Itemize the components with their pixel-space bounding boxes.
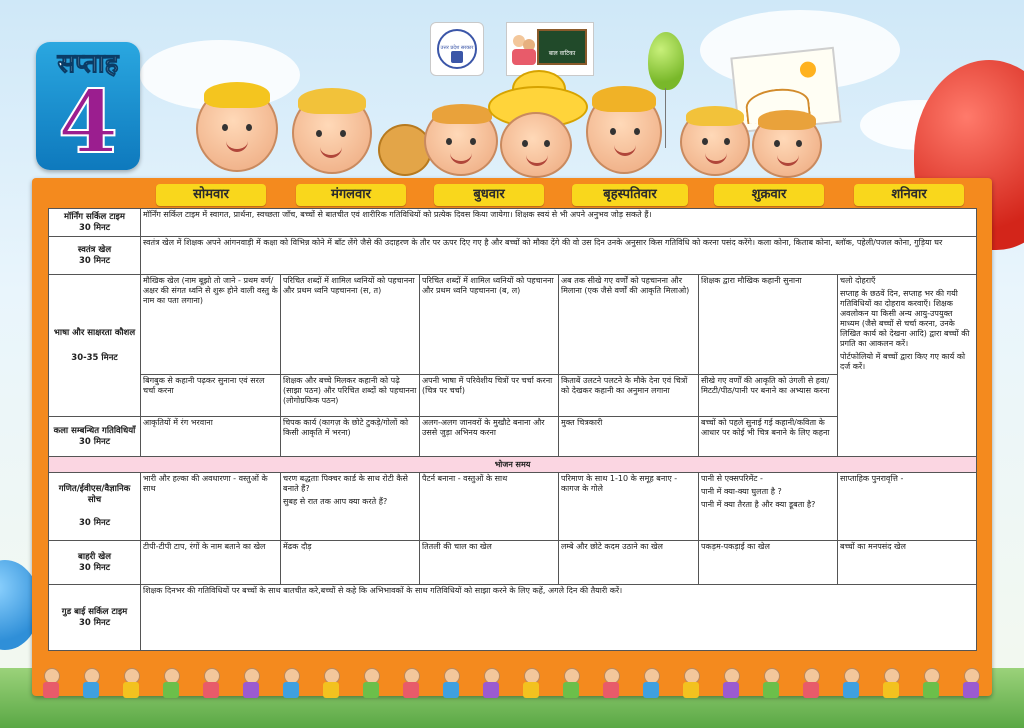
row-title: गुड बाई सर्किल टाइम [61, 606, 128, 617]
cell-line: पैटर्न बनाना - वस्तुओं के साथ [422, 474, 508, 483]
math-saturday-cell [838, 473, 977, 541]
cell-line: सुबह से रात तक आप क्या करते हैं? [283, 497, 388, 506]
green-balloon-icon [648, 32, 684, 90]
day-header-thursday: बृहस्पतिवार [572, 184, 688, 206]
row-label-art [49, 417, 141, 457]
language-saturday-cell [838, 275, 977, 457]
language-tuesday-cell: परिचित शब्दों में शामिल ध्वनियों को पहचानना और प्रथम ध्वनि पहचानना (स, त) [281, 275, 420, 375]
table-row-outdoor [49, 541, 977, 585]
art-friday-cell: बच्चों को पहले सुनाई गई कहानी/कविता के आधार पर कोई भी चित्र बनाने के लिए कहना [699, 417, 838, 457]
logo-text: बाल वाटिका [548, 50, 576, 57]
table-row-art [49, 417, 977, 457]
math-wednesday-cell [420, 473, 559, 541]
row-label-free-play [49, 237, 141, 275]
language-thursday-cell: अब तक सीखे गए वर्णों को पहचानना और मिलाना (एक जैसे वर्णों की आकृति मिलाओ) [559, 275, 699, 375]
saturday-paragraph: सप्ताह के छठवें दिन, सप्ताह भर की गयी गतिविधियों का दोहराव करवाएँ। शिक्षक अवलोकन या किसी अन्य आयु-उपयुक्त माध्यम (जैसे बच्चों से चर्चा करना, उनके लिखित कार्य को देखना आदि) द्वारा बच्चों की प्रगति का आकलन करें। [840, 289, 970, 348]
cell-line: साप्ताहिक पुनरावृत्ति - [840, 474, 904, 483]
teddy-bear-icon [378, 124, 432, 176]
table-row-language-bottom [49, 375, 977, 417]
math-monday-cell [141, 473, 281, 541]
math-tuesday-cell [281, 473, 420, 541]
up-government-logo [430, 22, 484, 76]
cell-line: पानी से एक्सपरिमेंट - [701, 474, 763, 483]
outdoor-tuesday-cell: मेंढक दौड़ [281, 541, 420, 585]
row-duration: 30 मिनट [78, 255, 111, 266]
row-duration: 30 मिनट [78, 518, 111, 528]
art-wednesday-cell: अलग-अलग जानवरों के मुखौटे बनाना और उससे जुड़ा अभिनय करना [420, 417, 559, 457]
outdoor-thursday-cell: लम्बे और छोटे कदम उठाने का खेल [559, 541, 699, 585]
day-header-monday: सोमवार [156, 184, 266, 206]
week-number: 4 [58, 72, 118, 173]
table-row-free-play [49, 237, 977, 275]
language-wednesday-cell: अपनी भाषा में परिवेशीय चित्रों पर चर्चा करना (चित्र पर चर्चा) [420, 375, 559, 417]
row-title: गणित/ईवीएस/वैज्ञानिक सोच [58, 484, 131, 505]
table-row-math [49, 473, 977, 541]
weekly-schedule-table [48, 208, 977, 651]
row-title: मॉर्निंग सर्किल टाइम [64, 211, 125, 222]
language-thursday-cell: किताबें उलटने पलटने के मौके देना एवं चित्रों को देखकर कहानी का अनुमान लगाना [559, 375, 699, 417]
table-row-morning [49, 209, 977, 237]
schedule-frame [32, 178, 992, 696]
language-tuesday-cell: शिक्षक और बच्चे मिलकर कहानी को पढ़े (साझा पठन) और परिचित शब्दों को पहचानना (लोगोग्रफिक पठन) [281, 375, 420, 417]
row-label-goodbye [49, 585, 141, 651]
day-header-saturday: शनिवार [854, 184, 964, 206]
row-title: भाषा और साक्षरता कौशल [53, 327, 136, 338]
outdoor-wednesday-cell: तितली की चाल का खेल [420, 541, 559, 585]
language-friday-cell: सीखे गए वर्णों की आकृति को उंगली से हवा/मिटटी/पीठ/पानी पर बनाने का अभ्यास करना [699, 375, 838, 417]
cell-line: चरण बद्धताः पिक्चर कार्ड के साथ रोटी कैसे बनाते हैं? [283, 474, 408, 493]
logo-text: उत्तर प्रदेश सरकार [440, 45, 474, 51]
row-duration: 30 मिनट [78, 436, 111, 447]
row-duration: 30 मिनट [78, 222, 111, 233]
language-monday-cell: बिगबुक से कहानी पढ़कर सुनाना एवं सरल चर्चा करना [141, 375, 281, 417]
row-label-morning [49, 209, 141, 237]
row-title: स्वतंत्र खेल [77, 244, 112, 255]
week-badge [36, 42, 140, 173]
language-friday-cell: शिक्षक द्वारा मौखिक कहानी सुनाना [699, 275, 838, 375]
cell-line: पानी में क्या तैरता है और क्या डूबता है? [701, 500, 816, 509]
row-duration: 30 मिनट [78, 617, 111, 628]
row-label-language [49, 275, 141, 417]
math-thursday-cell [559, 473, 699, 541]
language-monday-cell: मौखिक खेल (नाम बूझो तो जाने - प्रथम वर्ण/अक्षर की संगत ध्वनि से शुरू होने वाली वस्तु के नाम का पता लगाना) [141, 275, 281, 375]
row-title: कला सम्बन्धित गतिविधियाँ [53, 425, 136, 436]
outdoor-monday-cell: टीपी-टीपी टाप, रंगों के नाम बताने का खेल [141, 541, 281, 585]
table-row-lunch [49, 457, 977, 473]
day-header-tuesday: मंगलवार [296, 184, 406, 206]
row-label-outdoor [49, 541, 141, 585]
week-label: सप्ताह [57, 49, 119, 79]
row-label-math [49, 473, 141, 541]
table-row-language-top [49, 275, 977, 375]
math-friday-cell [699, 473, 838, 541]
outdoor-saturday-cell: बच्चों का मनपसंद खेल [838, 541, 977, 585]
saturday-paragraph: पोर्टफोलियो में बच्चों द्वारा किए गए कार्य को दर्ज करें। [840, 352, 966, 371]
row-duration: 30 मिनट [78, 562, 111, 573]
chalkboard-icon [537, 29, 587, 65]
day-header-wednesday: बुधवार [434, 184, 544, 206]
language-wednesday-cell: परिचित शब्दों में शामिल ध्वनियों को पहचानना और प्रथम ध्वनि पहचानना (ब, ल) [420, 275, 559, 375]
table-row-goodbye [49, 585, 977, 651]
cell-line: भारी और हल्का की अवधारणा - वस्तुओं के साथ [143, 474, 268, 493]
art-tuesday-cell: चिपक कार्य (कागज़ के छोटे टुकड़े/गोलों को किसी आकृति में भरना) [281, 417, 420, 457]
lunch-time-banner: भोजन समय [49, 457, 977, 473]
footer-children-decoration [40, 664, 984, 704]
bal-vatika-logo [506, 22, 594, 76]
free-play-activity-cell: स्वतंत्र खेल में शिक्षक अपने आंगनवाड़ी में कक्षा को विभिन्न कोने में बाँट लेंगे जैसे की उदाहरण के तौर पर ऊपर दिए गए है और बच्चों को मौका देंगे की वो उस दिन उनके अनुसार किस गतिविधि को करना पसंद करेंगे। कला कोना, किताब कोना, ब्लॉक, पहेली/पजल कोना, गुड़िया घर [141, 237, 977, 275]
goodbye-activity-cell: शिक्षक दिनभर की गतिविधियों पर बच्चों के साथ बातचीत करे,बच्चों से कहे कि अभिभावकों के साथ गतिविधियों को साझा करने के लिए कहें, अगले दिन की तैयारी करें। [141, 585, 977, 651]
morning-activity-cell: मॉर्निंग सर्किल टाइम में स्वागत, प्रार्थना, स्वच्छता जाँच, बच्चों से बातचीत एवं शारीरिक गतिविधियों को प्रत्येक दिवस किया जायेगा। शिक्षक स्वयं से भी अपने अनुभव जोड़ सकते हैं। [141, 209, 977, 237]
art-monday-cell: आकृतियों में रंग भरवाना [141, 417, 281, 457]
art-thursday-cell: मुक्त चित्रकारी [559, 417, 699, 457]
seal-icon [437, 29, 477, 69]
cell-line: परिमाण के साथ 1-10 के समूह बनाए - कागज के गोले [561, 474, 678, 493]
cell-line: पानी में क्या-क्या घुलता है ? [701, 487, 782, 496]
saturday-heading: चलो दोहराएँ [840, 276, 876, 285]
day-header-friday: शुक्रवार [714, 184, 824, 206]
row-title: बाहरी खेल [78, 551, 111, 562]
outdoor-friday-cell: पकड़म-पकड़ाई का खेल [699, 541, 838, 585]
row-duration: 30-35 मिनट [71, 352, 118, 363]
